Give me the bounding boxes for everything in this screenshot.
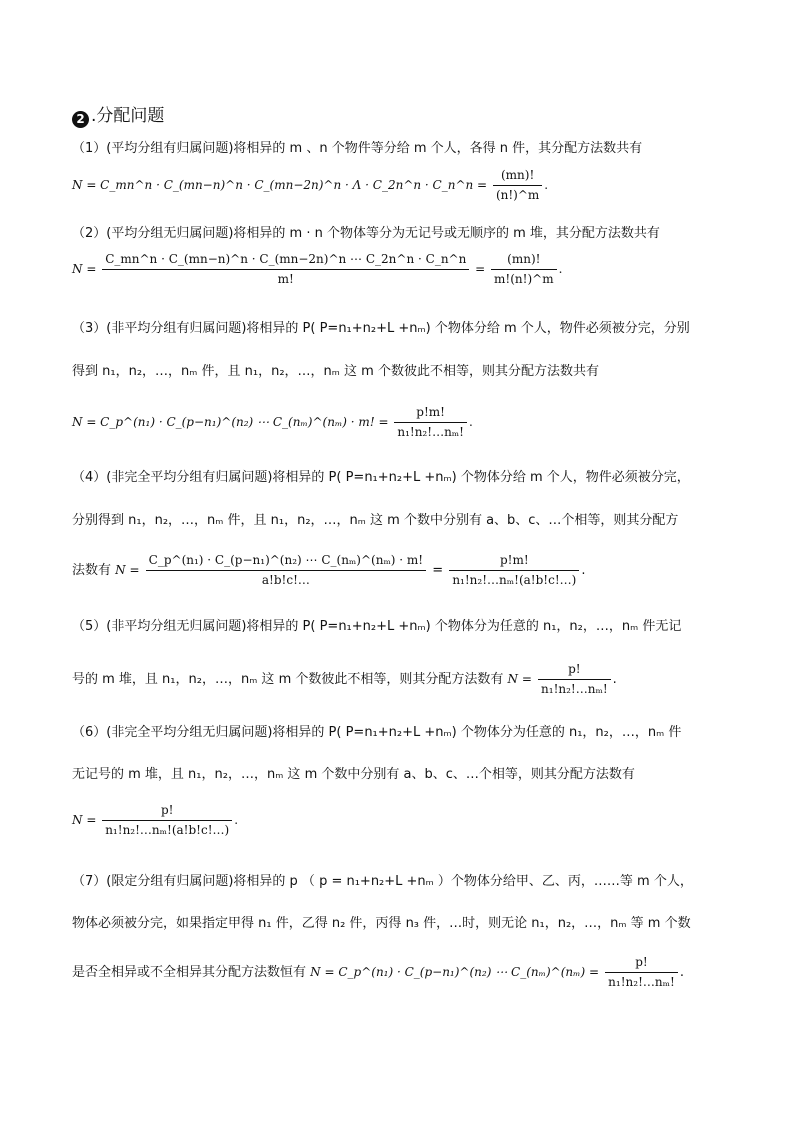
item-1-formula-lhs: N = C_mn^n · C_(mn−n)^n · C_(mn−2n)^n · Λ · C_2n^n · C_n^n = [72,178,488,192]
item-6-formula-lhs: N = [72,813,97,827]
item-6-denominator: n₁!n₂!…nₘ!(a!b!c!…) [105,823,230,837]
item-4-numerator-1: C_p^(n₁) · C_(p−n₁)^(n₂) ⋯ C_(nₘ)^(nₘ) · m! [146,553,426,571]
item-4-fraction-1 [146,553,426,588]
item-4-text-line-2: 分别得到 n₁，n₂，…，nₘ 件，且 n₁，n₂，…，nₘ 这 m 个数中分别有 a、b、c、…个相等，则其分配方 [72,513,679,528]
item-2-denominator-2: m!(n!)^m [494,272,554,286]
item-6-fraction [102,803,232,838]
item-6-period: . [234,813,239,827]
item-5-formula-lhs: N = [507,672,532,686]
item-7-denominator: n₁!n₂!…nₘ! [608,975,675,989]
item-4-period: . [581,563,586,578]
item-1-numerator: (mn)! [493,168,542,186]
item-5-fraction [538,662,611,697]
item-3-formula [72,405,473,440]
item-2-numerator-1: C_mn^n · C_(mn−n)^n · C_(mn−2n)^n ⋯ C_2n^n · C_n^n [102,252,469,270]
item-2-text: （2）(平均分组无归属问题)将相异的 m · n 个物体等分为无记号或无顺序的 m 堆，其分配方法数共有 [72,226,660,241]
item-3-formula-lhs: N = C_p^(n₁) · C_(p−n₁)^(n₂) ⋯ C_(nₘ)^(nₘ) · m! = [72,415,389,429]
item-3-numerator: p!m! [394,405,467,423]
item-5-text-line-2 [72,662,617,697]
item-2-numerator-2: (mn)! [491,252,557,270]
item-7-text-line-1: （7）(限定分组有归属问题)将相异的 p （ p = n₁+n₂+L +nₘ ）个物体分给甲、乙、丙，……等 m 个人， [72,874,693,889]
item-6-formula [72,803,238,838]
item-7-text-line-3 [72,955,684,990]
item-4-text-line-3 [72,553,585,588]
item-1-fraction [493,168,542,203]
item-3-text-line-2: 得到 n₁，n₂，…，nₘ 件，且 n₁，n₂，…，nₘ 这 m 个数彼此不相等，则其分配方法数共有 [72,364,599,379]
item-4-equals: = [432,563,444,578]
item-2-equals: = [475,262,486,276]
item-5-denominator: n₁!n₂!…nₘ! [541,682,608,696]
item-2-formula [72,252,562,287]
item-3-text-line-1: （3）(非平均分组有归属问题)将相异的 P( P=n₁+n₂+L +nₘ) 个物体分给 m 个人，物件必须被分完，分别 [72,321,690,336]
item-7-formula-lhs: N = C_p^(n₁) · C_(p−n₁)^(n₂) ⋯ C_(nₘ)^(nₘ) = [310,965,600,979]
item-1-denominator: (n!)^m [495,188,540,202]
item-3-fraction [394,405,467,440]
section-title [72,104,164,128]
item-4-denominator-1: a!b!c!… [261,573,310,587]
item-3-period: . [468,415,473,429]
item-6-text-line-1: （6）(非完全平均分组无归属问题)将相异的 P( P=n₁+n₂+L +nₘ) 个物体分为任意的 n₁，n₂，…，nₘ 件 [72,725,682,740]
item-7-prefix: 是否全相异或不全相异其分配方法数恒有 [72,965,307,980]
item-1-formula [72,168,548,203]
item-4-formula-lhs: N = [115,563,140,577]
item-4-text-line-1: （4）(非完全平均分组有归属问题)将相异的 P( P=n₁+n₂+L +nₘ) 个物体分给 m 个人，物件必须被分完， [72,470,690,485]
item-2-formula-lhs: N = [72,262,97,276]
item-4-fraction-2 [449,553,579,588]
item-5-text-line-1: （5）(非平均分组无归属问题)将相异的 P( P=n₁+n₂+L +nₘ) 个物体分为任意的 n₁，n₂，…，nₘ 件无记 [72,619,682,634]
section-number-badge: 2 [72,111,89,128]
item-2-denominator-1: m! [277,272,294,286]
item-4-numerator-2: p!m! [449,553,579,571]
item-4-denominator-2: n₁!n₂!…nₘ!(a!b!c!…) [452,573,577,587]
item-5-line-2-text: 号的 m 堆，且 n₁，n₂，…，nₘ 这 m 个数彼此不相等，则其分配方法数有 [72,672,504,687]
item-2-fraction-1 [102,252,469,287]
item-7-text-line-2: 物体必须被分完，如果指定甲得 n₁ 件，乙得 n₂ 件，丙得 n₃ 件，…时，则无论 n₁，n₂，…，nₘ 等 m 个数 [72,916,691,931]
item-4-prefix: 法数有 [72,563,112,578]
item-7-numerator: p! [605,955,678,973]
item-5-period: . [612,672,617,687]
item-7-fraction [605,955,678,990]
item-1-period: . [544,178,549,192]
item-5-numerator: p! [538,662,611,680]
item-2-fraction-2 [491,252,557,287]
item-7-period: . [679,965,684,980]
section-title-text: .分配问题 [91,106,165,126]
item-3-denominator: n₁!n₂!…nₘ! [397,425,464,439]
item-6-numerator: p! [102,803,232,821]
item-1-text: （1）(平均分组有归属问题)将相异的 m 、n 个物件等分给 m 个人，各得 n 件，其分配方法数共有 [72,141,643,156]
item-2-period: . [558,262,563,276]
item-6-text-line-2: 无记号的 m 堆，且 n₁，n₂，…，nₘ 这 m 个数中分别有 a、b、c、…个相等，则其分配方法数有 [72,767,635,782]
